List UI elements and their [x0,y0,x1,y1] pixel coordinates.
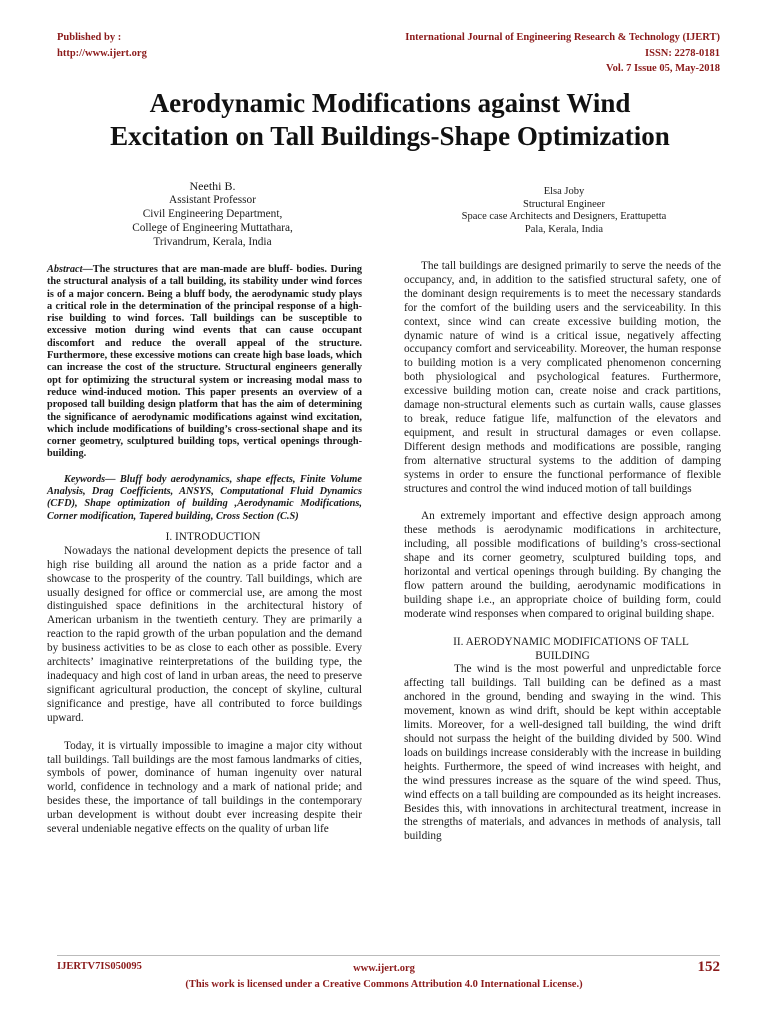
right-paragraph-2: An extremely important and effective design approach among these methods is aerodynamic modifications in architecture, including, all possible modifications of building’s cross-sectional shape and its corner geometry, sculptured building tops, and horizontal and vertical openings through building. By changing the flow pattern around the building, aerodynamic modifications in building shape i.e., an appropriate choice of building form, could moderate wind responses when compared to original building shape. [404,510,721,620]
author-1-role: Assistant Professor [169,194,256,206]
page-number: 152 [697,959,720,975]
author-2-org: Space case Architects and Designers, Erattupetta [461,211,667,222]
keywords-label: Keywords— [64,473,116,485]
author-1-college: College of Engineering Muttathara, [132,222,293,234]
right-column [404,260,721,844]
keywords [47,474,362,523]
issn: ISSN: 2278-0181 [645,47,720,59]
author-2 [404,186,724,236]
title-line-1: Aerodynamic Modifications against Wind [149,88,631,118]
author-2-place: Pala, Kerala, India [524,223,604,235]
paper-title [40,87,740,153]
author-1-name: Neethi B. [189,179,236,193]
right-paragraph-3: The wind is the most powerful and unpredictable force affecting tall buildings. Tall building can be defined as a mast anchored in the ground, bending and swaying in the wind. This movement, known as wind drift, should be kept within acceptable limits. Moreover, for a well-designed tall building, the wind drift should not surpass the height of the building divided by 500. Wind loads on buildings increase considerably with the increase in building heights. Furthermore, the speed of wind increases with height, and the wind pressures increase as the square of the wind speed. Thus, wind effects on a tall building are compounded as its height increases. Besides this, with innovations in architectural treatment, increase in the strengths of materials, and advances in methods of analysis, tall building [404,663,721,843]
title-line-2: Excitation on Tall Buildings-Shape Optimization [110,121,670,151]
section-2-heading-line-2: BUILDING [535,649,590,662]
abstract [47,264,362,461]
publisher-block [57,30,147,61]
author-1 [60,179,365,249]
author-1-dept: Civil Engineering Department, [142,208,283,220]
keywords-text: Bluff body aerodynamics, shape effects, Finite Volume Analysis, Drag Coefficients, ANSYS, Computational Fluid Dynamics (CFD), Shape optimization of building ,Aerodynamic Modifications, Corner modification, Tapered building, Cross Section (C.S) [47,473,362,522]
volume-issue: Vol. 7 Issue 05, May-2018 [606,63,720,74]
footer-center-block [0,961,768,992]
footer-divider [57,955,720,956]
paper-id: IJERTV7IS050095 [57,961,142,972]
section-2-heading [404,636,721,664]
journal-block [405,30,720,77]
left-column [47,264,362,837]
publisher-website-link[interactable]: http://www.ijert.org [57,47,147,59]
author-1-place: Trivandrum, Kerala, India [153,236,272,248]
author-2-role: Structural Engineer [523,198,605,210]
journal-name: International Journal of Engineering Research & Technology (IJERT) [405,32,720,43]
abstract-text: —The structures that are man-made are bluff- bodies. During the structural analysis of a tall building, its stability under wind forces is of a major concern. Being a bluff body, the aerodynamic study plays a critical role in the determination of the principal response of a high-rise building to wind forces. Tall buildings can be susceptible to excessive motion during wind events that can cause occupant discomfort and reduce the overall appeal of the structure. Furthermore, these excessive motions can create high base loads, which can increase the cost of the structure. Structural engineers generally opt for optimizing the structural system or increasing modal mass to reduce wind-induced motion. This paper presents an overview of a proposed tall building design platform that has the aim of determining the significance of aerodynamic modifications against wind excitation, which include modifications of building’s cross-sectional shape and its corner geometry, sculptured building tops, vertical openings through-building. [47,264,362,460]
abstract-label: Abstract [47,264,83,275]
intro-paragraph-2: Today, it is virtually impossible to imagine a major city without tall buildings. Tall buildings are the most famous landmarks of cities, symbols of power, dominance of human ingenuity over natural world, confidence in technology and a mark of national pride; and besides these, the importance of tall buildings in the contemporary urban development is without doubt ever increasing despite their several undeniable negative effects on the quality of urban life [47,739,362,836]
footer-website-link[interactable]: www.ijert.org [353,963,415,974]
license-notice: (This work is licensed under a Creative Commons Attribution 4.0 International License.) [185,978,583,990]
section-2-heading-line-1: II. AERODYNAMIC MODIFICATIONS OF TALL [453,635,689,648]
intro-paragraph-1: Nowadays the national development depicts the presence of tall high rise building all around the nation as a pride factor and a showcase to the prosperity of the country. Tall buildings, which are usually designed for office or commercial use, are among the most distinguished space definitions in the architectural history of American urbanism in the twentieth century. They are primarily a reaction to the rapid growth of the urban population and the demand by business activities to be as close to each other as possible. Every architects’ imaginative reinterpretations of the building type, the inadequacy and high cost of land in urban areas, the need to preserve significant agricultural production, the concept of skyline, cultural significance and prestige, have all contributed to force buildings upward. [47,544,362,724]
published-by-label: Published by : [57,32,122,43]
author-2-name: Elsa Joby [543,186,585,197]
section-1-heading: I. INTRODUCTION [165,530,261,543]
right-paragraph-1: The tall buildings are designed primarily to serve the needs of the occupancy, and, in addition to the satisfied structural safety, one of the dominant design requirements is to meet the necessary standards for the comfort of the building users and the serviceability. In this context, since wind can create excessive building motion, the dynamic nature of wind is a critical issue, negatively affecting occupancy comfort and serviceability. Moreover, the human response to building motion is a very complicated phenomenon concerning both physiological and psychological features. Furthermore, excessive building motion can, create noise and crack partitions, damage non-structural elements such as curtain walls, cause glasses to break, reduce fatigue life, malfunction of the elevators and equipment, and result in structural damages or even collapse. Different design methods and modifications are possible, ranging from alternative structural systems to the addition of damping systems in order to ensure the functional performance of flexible structures and control the wind induced motion of tall buildings [404,260,721,495]
